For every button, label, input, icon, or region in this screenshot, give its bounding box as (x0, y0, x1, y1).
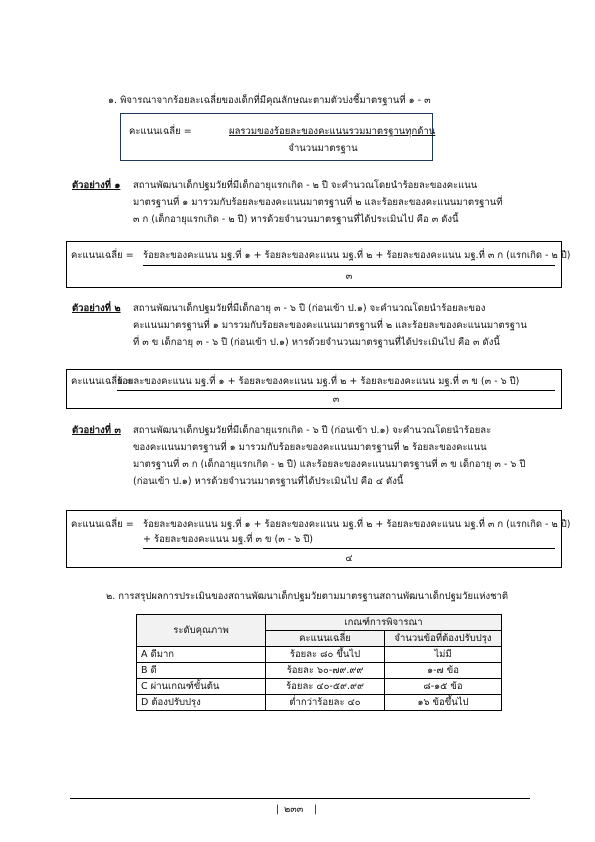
formula-label: คะแนนเฉลี่ย = (71, 519, 134, 530)
header-average-score: คะแนนเฉลี่ย (266, 631, 385, 647)
page-number-left-bar: | (276, 804, 280, 815)
formula-numerator: ร้อยละของคะแนน มฐ.ที่ ๑ + ร้อยละของคะแนน มฐ.ที่ ๒ + ร้อยละของคะแนน มฐ.ที่ ๓ ข (๓ - ๖ ปี) (117, 376, 520, 387)
example2-formula-box (66, 369, 562, 409)
section2-heading: ๒. การสรุปผลการประเมินของสถานพัฒนาเด็กปฐมวัยตามมาตรฐานสถานพัฒนาเด็กปฐมวัยแห่งชาติ (106, 591, 509, 602)
formula-denominator: ๔ (345, 553, 353, 564)
header-items-to-improve: จำนวนข้อที่ต้องปรับปรุง (385, 631, 502, 647)
formula-label: คะแนนเฉลี่ย = (71, 250, 134, 261)
formula-label: คะแนนเฉลี่ย = (129, 126, 192, 137)
example2-line: ที่ ๓ ข เด็กอายุ ๓ - ๖ ปี (ก่อนเข้า ป.๑) หารด้วยจำนวนมาตรฐานที่ได้ประเมินไป คือ ๓ ดังนี้ (133, 337, 500, 348)
fraction-line (143, 548, 555, 549)
table-row (137, 679, 502, 695)
cell-items: ๑๖ ข้อขึ้นไป (385, 695, 502, 711)
example1-line: ๓ ก (เด็กอายุแรกเกิด - ๒ ปี) หารด้วยจำนวนมาตรฐานที่ได้ประเมินไป คือ ๓ ดังนี้ (133, 214, 459, 225)
formula-denominator: ๓ (345, 271, 353, 282)
cell-items: ๑-๗ ข้อ (385, 663, 502, 679)
example2-line: คะแนนมาตรฐานที่ ๑ มารวมกับร้อยละของคะแนนมาตรฐานที่ ๒ และร้อยละของคะแนนมาตรฐาน (133, 320, 527, 331)
example3-line: ของคะแนนมาตรฐานที่ ๑ มารวมกับร้อยละของคะแนนมาตรฐานที่ ๒ ร้อยละของคะแนน (133, 442, 487, 453)
cell-average: ต่ำกว่าร้อยละ ๔๐ (266, 695, 385, 711)
header-criteria: เกณฑ์การพิจารณา (266, 615, 502, 631)
example1-formula-box (66, 241, 571, 288)
footer-divider (70, 798, 530, 799)
header-quality-level: ระดับคุณภาพ (137, 615, 266, 647)
page-number-right-bar: | (314, 804, 318, 815)
formula-numerator: ร้อยละของคะแนน มฐ.ที่ ๑ + ร้อยละของคะแนน มฐ.ที่ ๒ + ร้อยละของคะแนน มฐ.ที่ ๓ ก (แรกเกิด - ๒ ปี) (143, 250, 571, 261)
table-row (137, 647, 502, 663)
table-row (137, 663, 502, 679)
formula-denominator: ๓ (332, 394, 340, 405)
example3-label: ตัวอย่างที่ ๓ (72, 425, 121, 436)
cell-level: B ดี (137, 663, 266, 679)
cell-average: ร้อยละ ๔๐-๕๙.๙๙ (266, 679, 385, 695)
formula-label: คะแนนเฉลี่ย = (71, 376, 134, 387)
example3-formula-box (66, 510, 571, 568)
fraction-line (143, 265, 555, 266)
cell-level: D ต้องปรับปรุง (137, 695, 266, 711)
cell-average: ร้อยละ ๘๐ ขึ้นไป (266, 647, 385, 663)
fraction-line (117, 390, 555, 391)
section1-heading: ๑. พิจารณาจากร้อยละเฉลี่ยของเด็กที่มีคุณลักษณะตามตัวบ่งชี้มาตรฐานที่ ๑ - ๓ (108, 95, 431, 106)
page-number: ๒๓๓ (284, 804, 304, 815)
example3-line: มาตรฐานที่ ๓ ก (เด็กอายุแรกเกิด - ๒ ปี) และร้อยละของคะแนนมาตรฐานที่ ๓ ข เด็กอายุ ๓ - ๖ ปี (133, 459, 526, 470)
formula-denominator: จำนวนมาตรฐาน (288, 143, 358, 154)
example2-line: สถานพัฒนาเด็กปฐมวัยที่มีเด็กอายุ ๓ - ๖ ปี (ก่อนเข้า ป.๑) จะคำนวณโดยนำร้อยละของ (133, 303, 486, 314)
example3-line: สถานพัฒนาเด็กปฐมวัยที่มีเด็กอายุแรกเกิด - ๖ ปี (ก่อนเข้า ป.๑) จะคำนวณโดยนำร้อยละ (133, 425, 492, 436)
table-header-row (137, 615, 502, 631)
formula-numerator-line2: + ร้อยละของคะแนน มฐ.ที่ ๓ ข (๓ - ๖ ปี) (143, 534, 313, 545)
example1-line: มาตรฐานที่ ๑ มารวมกับร้อยละของคะแนนมาตรฐานที่ ๒ และร้อยละของคะแนนมาตรฐานที่ (133, 197, 503, 208)
formula-numerator: ผลรวมของร้อยละของคะแนนรวมมาตรฐานทุกด้าน (229, 126, 436, 137)
example2-label: ตัวอย่างที่ ๒ (72, 303, 121, 314)
formula-numerator-line1: ร้อยละของคะแนน มฐ.ที่ ๑ + ร้อยละของคะแนน มฐ.ที่ ๒ + ร้อยละของคะแนน มฐ.ที่ ๓ ก (แรกเกิด - ๒ ปี) (143, 519, 571, 530)
quality-level-table (136, 614, 502, 711)
example1-label: ตัวอย่างที่ ๑ (72, 180, 121, 191)
cell-level: C ผ่านเกณฑ์ขั้นต้น (137, 679, 266, 695)
table-row (137, 695, 502, 711)
example3-line: (ก่อนเข้า ป.๑) หารด้วยจำนวนมาตรฐานที่ได้ประเมินไป คือ ๔ ดังนี้ (133, 476, 404, 487)
example1-line: สถานพัฒนาเด็กปฐมวัยที่มีเด็กอายุแรกเกิด - ๒ ปี จะคำนวณโดยนำร้อยละของคะแนน (133, 180, 478, 191)
cell-items: ไม่มี (385, 647, 502, 663)
cell-average: ร้อยละ ๖๐-๗๙.๙๙ (266, 663, 385, 679)
average-formula-box (120, 113, 436, 161)
cell-level: A ดีมาก (137, 647, 266, 663)
cell-items: ๘-๑๕ ข้อ (385, 679, 502, 695)
